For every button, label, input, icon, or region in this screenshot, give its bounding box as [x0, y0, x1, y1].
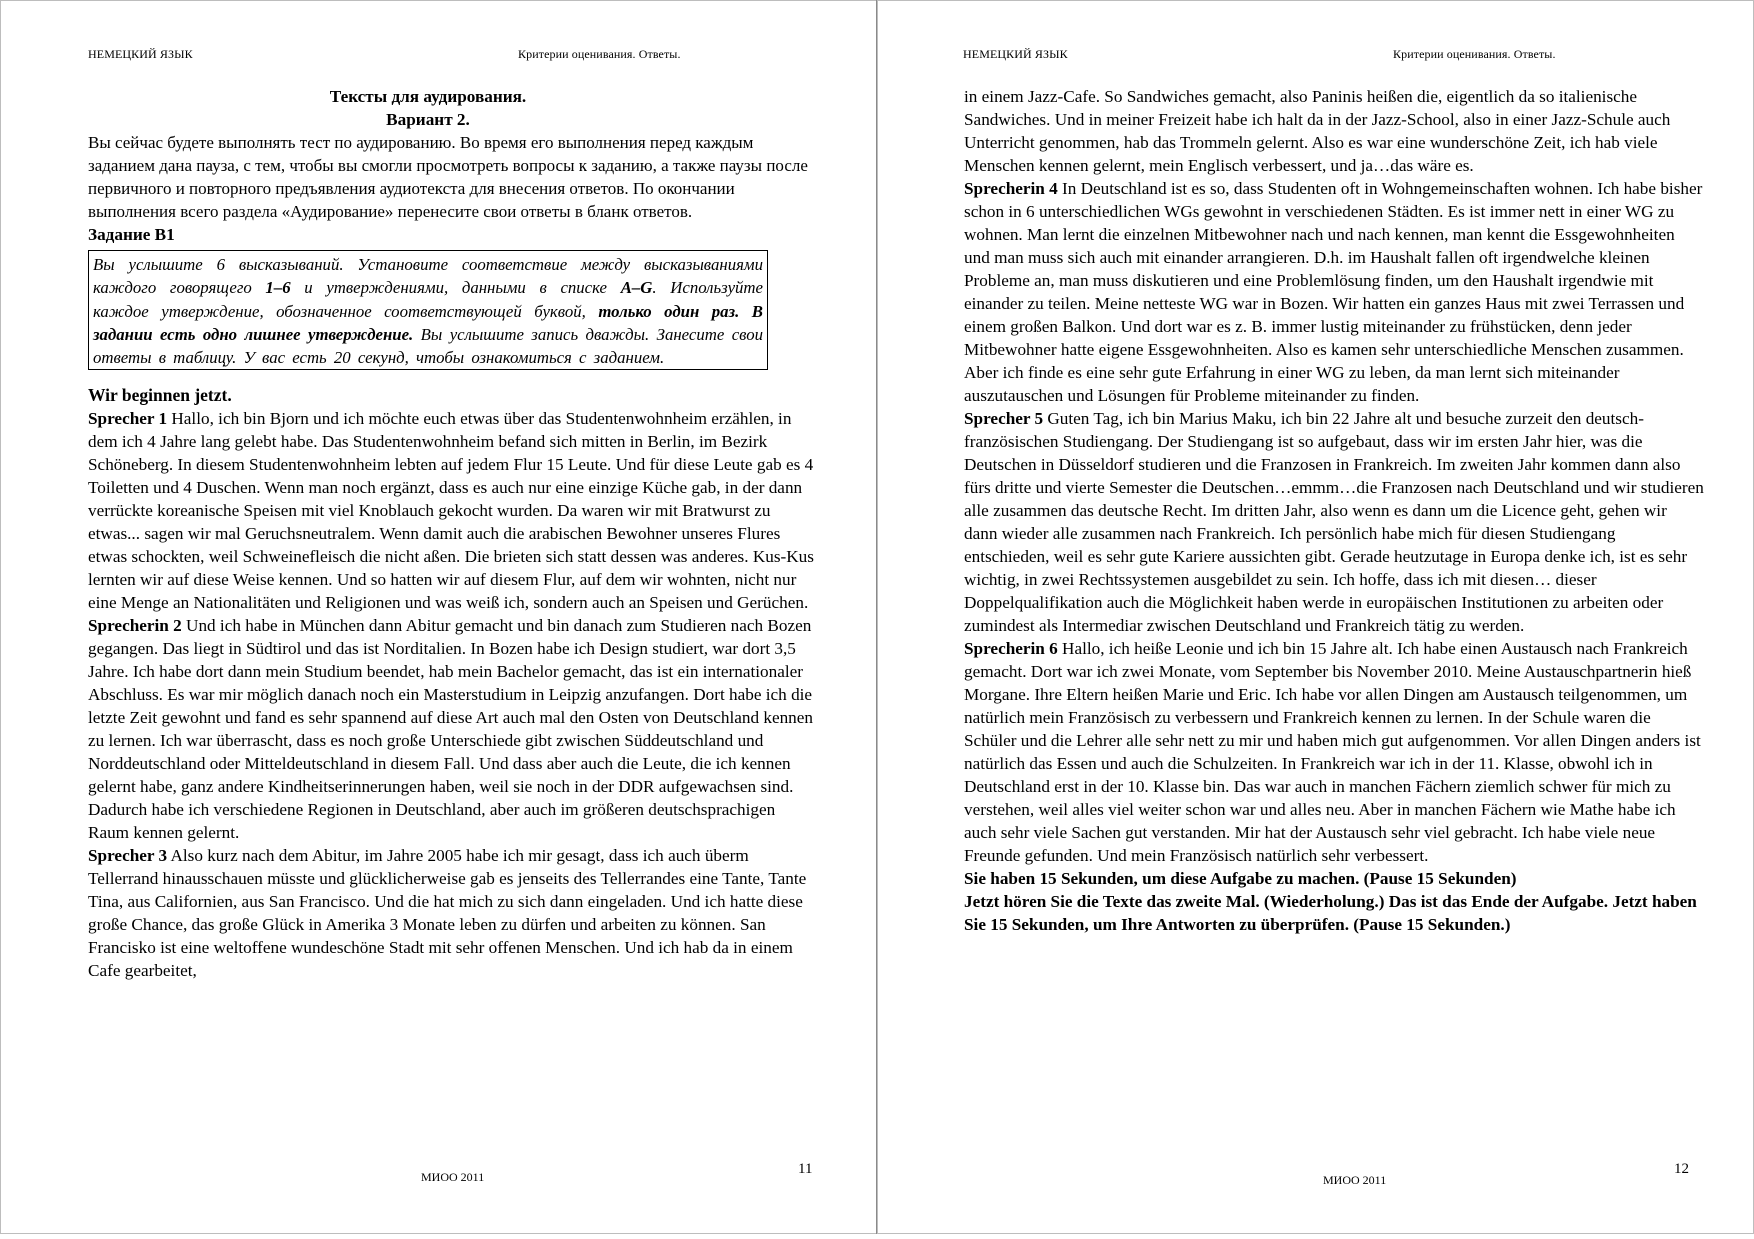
instruction-range-2: A–G [620, 278, 653, 298]
running-head-section: Критерии оценивания. Ответы. [1393, 47, 1556, 61]
page-number: 12 [1674, 1161, 1689, 1177]
title-line-2: Вариант 2. [386, 110, 470, 129]
running-head-subject: НЕМЕЦКИЙ ЯЗЫК [963, 47, 1068, 61]
speaker-4-text: In Deutschland ist es so, dass Studenten oft in Wohngemeinschaften wohnen. Ich habe bisher schon in 6 unterschiedlichen WGs gewohnt in verschiedenen Städten. Es ist immer nett in einer WG zu wohnen. Man lernt die einzelnen Mitbewohner nach und nach kennen, man kennt die Essgewohnheiten und man muss sich auch mit einander arrangieren. D.h. im Haushalt fallen oft irgendwelche kleinen Probleme an, man muss diskutieren und eine Problemlösung finden, um den Haushalt irgendwie mit einander zu teilen. Meine netteste WG war in Bozen. Wir hatten ein ganzes Haus mit zwei Terrassen und einem großen Balkon. Und dort war es z. B. immer lustig miteinander zu frühstücken, denn jeder Mitbewohner hatte eigene Essgewohnheiten. Also es kamen sehr unterschiedliche Menschen zusammen. Aber ich finde es eine sehr gute Erfahrung in einer WG zu leben, da man lernt sich miteinander auszutauschen und Lösungen für Probleme miteinander zu finden. [964, 179, 1703, 405]
instruction-part-3: . Используйте каждое утверждение, обозначенное соответствующей буквой, [93, 278, 763, 321]
speaker-6-label: Sprecherin 6 [964, 639, 1058, 658]
speaker-6-text: Hallo, ich heiße Leonie und ich bin 15 Jahre alt. Ich habe einen Austausch nach Frankreich gemacht. Dort war ich zwei Monate, vom September bis November 2010. Meine Austauschpartnerin hieß Morgane. Ihre Eltern heißen Marie und Eric. Ich habe vor allen Dingen am Austausch teilgenommen, um natürlich mein Französisch zu verbessern und Frankreich kennen zu lernen. In der Schule waren die Schüler und die Lehrer alle sehr nett zu mir und haben mich gut aufgenommen. Vor allen Dingen anders ist natürlich das Essen und auch die Schulzeiten. In Frankreich war ich in der 11. Klasse, obwohl ich in Deutschland erst in der 10. Klasse bin. Das war auch in manchen Fächern ziemlich schwer für mich zu verstehen, weil alles viel weiter schon war und alles neu. Aber in manchen Fächern wie Mathe habe ich auch sehr viele Sachen gut verstanden. Mir hat der Austausch sehr viel gebracht. Ich habe viele neue Freunde gefunden. Und mein Französisch natürlich sehr verbessert. [964, 639, 1701, 865]
speaker-3-text: Also kurz nach dem Abitur, im Jahre 2005 habe ich mir gesagt, dass ich auch überm Tellerrand hinausschauen müsste und glücklicherweise gab es jenseits des Tellerrandes eine Tante, Tante Tina, aus Californien, aus San Francisco. Und die hat mich zu sich dann eingeladen. Und ich hatte diese große Chance, das große Glück in Amerika 3 Monate leben zu dürfen und arbeiten zu können. San Francisko ist eine weltoffene wundeschöne Stadt mit sehr offenen Menschen. Und ich hab da in einem Cafe gearbeitet, [88, 846, 807, 981]
speaker-3-paragraph [88, 844, 818, 982]
closing-instruction-1: Sie haben 15 Sekunden, um diese Aufgabe zu machen. (Pause 15 Sekunden) [964, 869, 1517, 888]
page-11 [0, 0, 877, 1234]
speaker-5-label: Sprecher 5 [964, 409, 1044, 428]
speaker-4-label: Sprecherin 4 [964, 179, 1058, 198]
page-11-content [88, 85, 818, 982]
speaker-6-paragraph [964, 637, 1704, 867]
title-line-1: Тексты для аудирования. [329, 87, 527, 106]
speaker-1-label: Sprecher 1 [88, 409, 168, 429]
speaker-2-paragraph [88, 614, 818, 844]
speaker-1-paragraph [88, 407, 818, 614]
running-head-section: Критерии оценивания. Ответы. [518, 47, 681, 61]
closing-instruction-2: Jetzt hören Sie die Texte das zweite Mal. (Wiederholung.) Das ist das Ende der Aufgabe. Jetzt haben Sie 15 Sekunden, um Ihre Antworten zu überprüfen. (Pause 15 Sekunden.) [964, 892, 1697, 934]
page-12 [877, 0, 1754, 1234]
speaker-1-text: Hallo, ich bin Bjorn und ich möchte euch etwas über das Studentenwohnheim erzählen, in dem ich 4 Jahre lang gelebt habe. Das Studentenwohnheim befand sich mitten in Berlin, im Bezirk Schöneberg. In diesem Studentenwohnheim lebten auf jedem Flur 15 Leute. Und für diese Leute gab es 4 Toiletten und 4 Duschen. Wenn man noch ergänzt, dass es auch nur eine einzige Küche gab, in der dann verrückte koreanische Speisen mit viel Knoblauch gekocht wurden. Da waren wir mit Bratwurst zu etwas... sagen wir mal Geruchsneutralem. Wenn damit auch die arabischen Bewohner unseres Flures etwas schockten, weil Schweinefleisch die nicht aßen. Die brieten sich statt dessen was anderes. Kus-Kus lernten wir auf diese Weise kennen. Und so hatten wir auf diesem Flur, auf dem wir wohnten, nicht nur eine Menge an Nationalitäten und Religionen und was weiß ich, sondern auch an Speisen und Gerüchen. [88, 409, 814, 613]
instruction-part-4: Вы услышите запись дважды. Занесите свои ответы в таблицу. У вас есть 20 секунд, чтобы ознакомиться с заданием. [93, 324, 763, 368]
speaker-3-continuation: in einem Jazz-Cafe. So Sandwiches gemacht, also Paninis heißen die, eigentlich da so italienische Sandwiches. Und in meiner Freizeit habe ich halt da in der Jazz-School, also in einer Jazz-Schule auch Unterricht genommen, hab das Trommeln gelernt. Also es war eine wunderschöne Zeit, ich hab viele Menschen kennen gelernt, mein Englisch verbessert, und ja…das wäre es. [964, 87, 1671, 175]
speaker-2-label: Sprecherin 2 [88, 616, 182, 636]
speaker-4-paragraph [964, 177, 1704, 407]
instruction-part-1: Вы услышите 6 высказываний. Установите соответствие между высказываниями каждого говорящего [93, 255, 763, 298]
instruction-box [88, 250, 768, 370]
footer-org: МИОО 2011 [421, 1170, 485, 1184]
running-head-subject: НЕМЕЦКИЙ ЯЗЫК [88, 47, 193, 61]
instruction-range-1: 1–6 [265, 278, 291, 298]
intro-paragraph: Вы сейчас будете выполнять тест по аудированию. Во время его выполнения перед каждым заданием дана пауза, с тем, чтобы вы смогли просмотреть вопросы к заданию, а также паузы после первичного и повторного предъявления аудиотекста для внесения ответов. По окончании выполнения всего раздела «Аудирование» перенесите свои ответы в бланк ответов. [88, 133, 808, 221]
instruction-bold: только один раз. В задании есть одно лишнее утверждение. [93, 301, 763, 344]
speaker-5-paragraph [964, 407, 1704, 637]
start-line: Wir beginnen jetzt. [88, 385, 232, 406]
task-label: Задание B1 [88, 225, 175, 244]
page-number: 11 [798, 1161, 813, 1177]
transcript-section [88, 384, 818, 982]
speaker-5-text: Guten Tag, ich bin Marius Maku, ich bin 22 Jahre alt und besuche zurzeit den deutsch-französischen Studiengang. Der Studiengang ist so aufgebaut, dass wir im ersten Jahr hier, was die Deutschen in Düsseldorf studieren und die Franzosen in Frankreich. Im zweiten Jahr kommen dann also fürs dritte und vierte Semester die Deutschen…emmm…die Franzosen nach Deutschland und wir studieren alle zusammen das deutsche Recht. Im dritten Jahr, also wenn es dann um die Licence geht, gehen wir dann wieder alle zusammen nach Frankreich. Ich persönlich habe mich für diesen Studiengang entschieden, weil es sehr gute Kariere aussichten gibt. Gerade heutzutage in Europa denke ich, ist es sehr wichtig, in zwei Rechtssystemen ausgebildet zu sein. Ich hoffe, dass ich mit diesen… dieser Doppelqualifikation auch die Möglichkeit haben werde in europäischen Institutionen zu arbeiten oder zumindest als Intermediar zwischen Deutschland und Frankreich tätig zu werden. [964, 409, 1704, 635]
speaker-3-label: Sprecher 3 [88, 846, 168, 866]
footer-org: МИОО 2011 [1323, 1173, 1387, 1187]
page-12-content [964, 85, 1704, 936]
instruction-part-2: и утверждениями, данными в списке [290, 278, 621, 298]
speaker-2-text: Und ich habe in München dann Abitur gemacht und bin danach zum Studieren nach Bozen gegangen. Das liegt in Südtirol und das ist Norditalien. In Bozen habe ich Design studiert, war dort 3,5 Jahre. Ich habe dort dann mein Studium beendet, hab mein Bachelor gemacht, das ist ein internationaler Abschluss. Es war mir möglich danach noch ein Masterstudium in Leipzig anzufangen. Dort habe ich die letzte Zeit gewohnt und fand es sehr spannend auf diese Art auch mal den Osten von Deutschland kennen zu lernen. Ich war überrascht, dass es noch große Unterschiede gibt zwischen Süddeutschland und Norddeutschland oder Mitteldeutschland in diesem Fall. Und dass aber auch die Leute, die ich kennen gelernt habe, ganz andere Kindheitserinnerungen haben, weil sie noch in der DDR aufgewachsen sind. Dadurch habe ich verschiedene Regionen in Deutschland, aber auch im größeren deutschsprachigen Raum kennen gelernt. [88, 616, 813, 843]
